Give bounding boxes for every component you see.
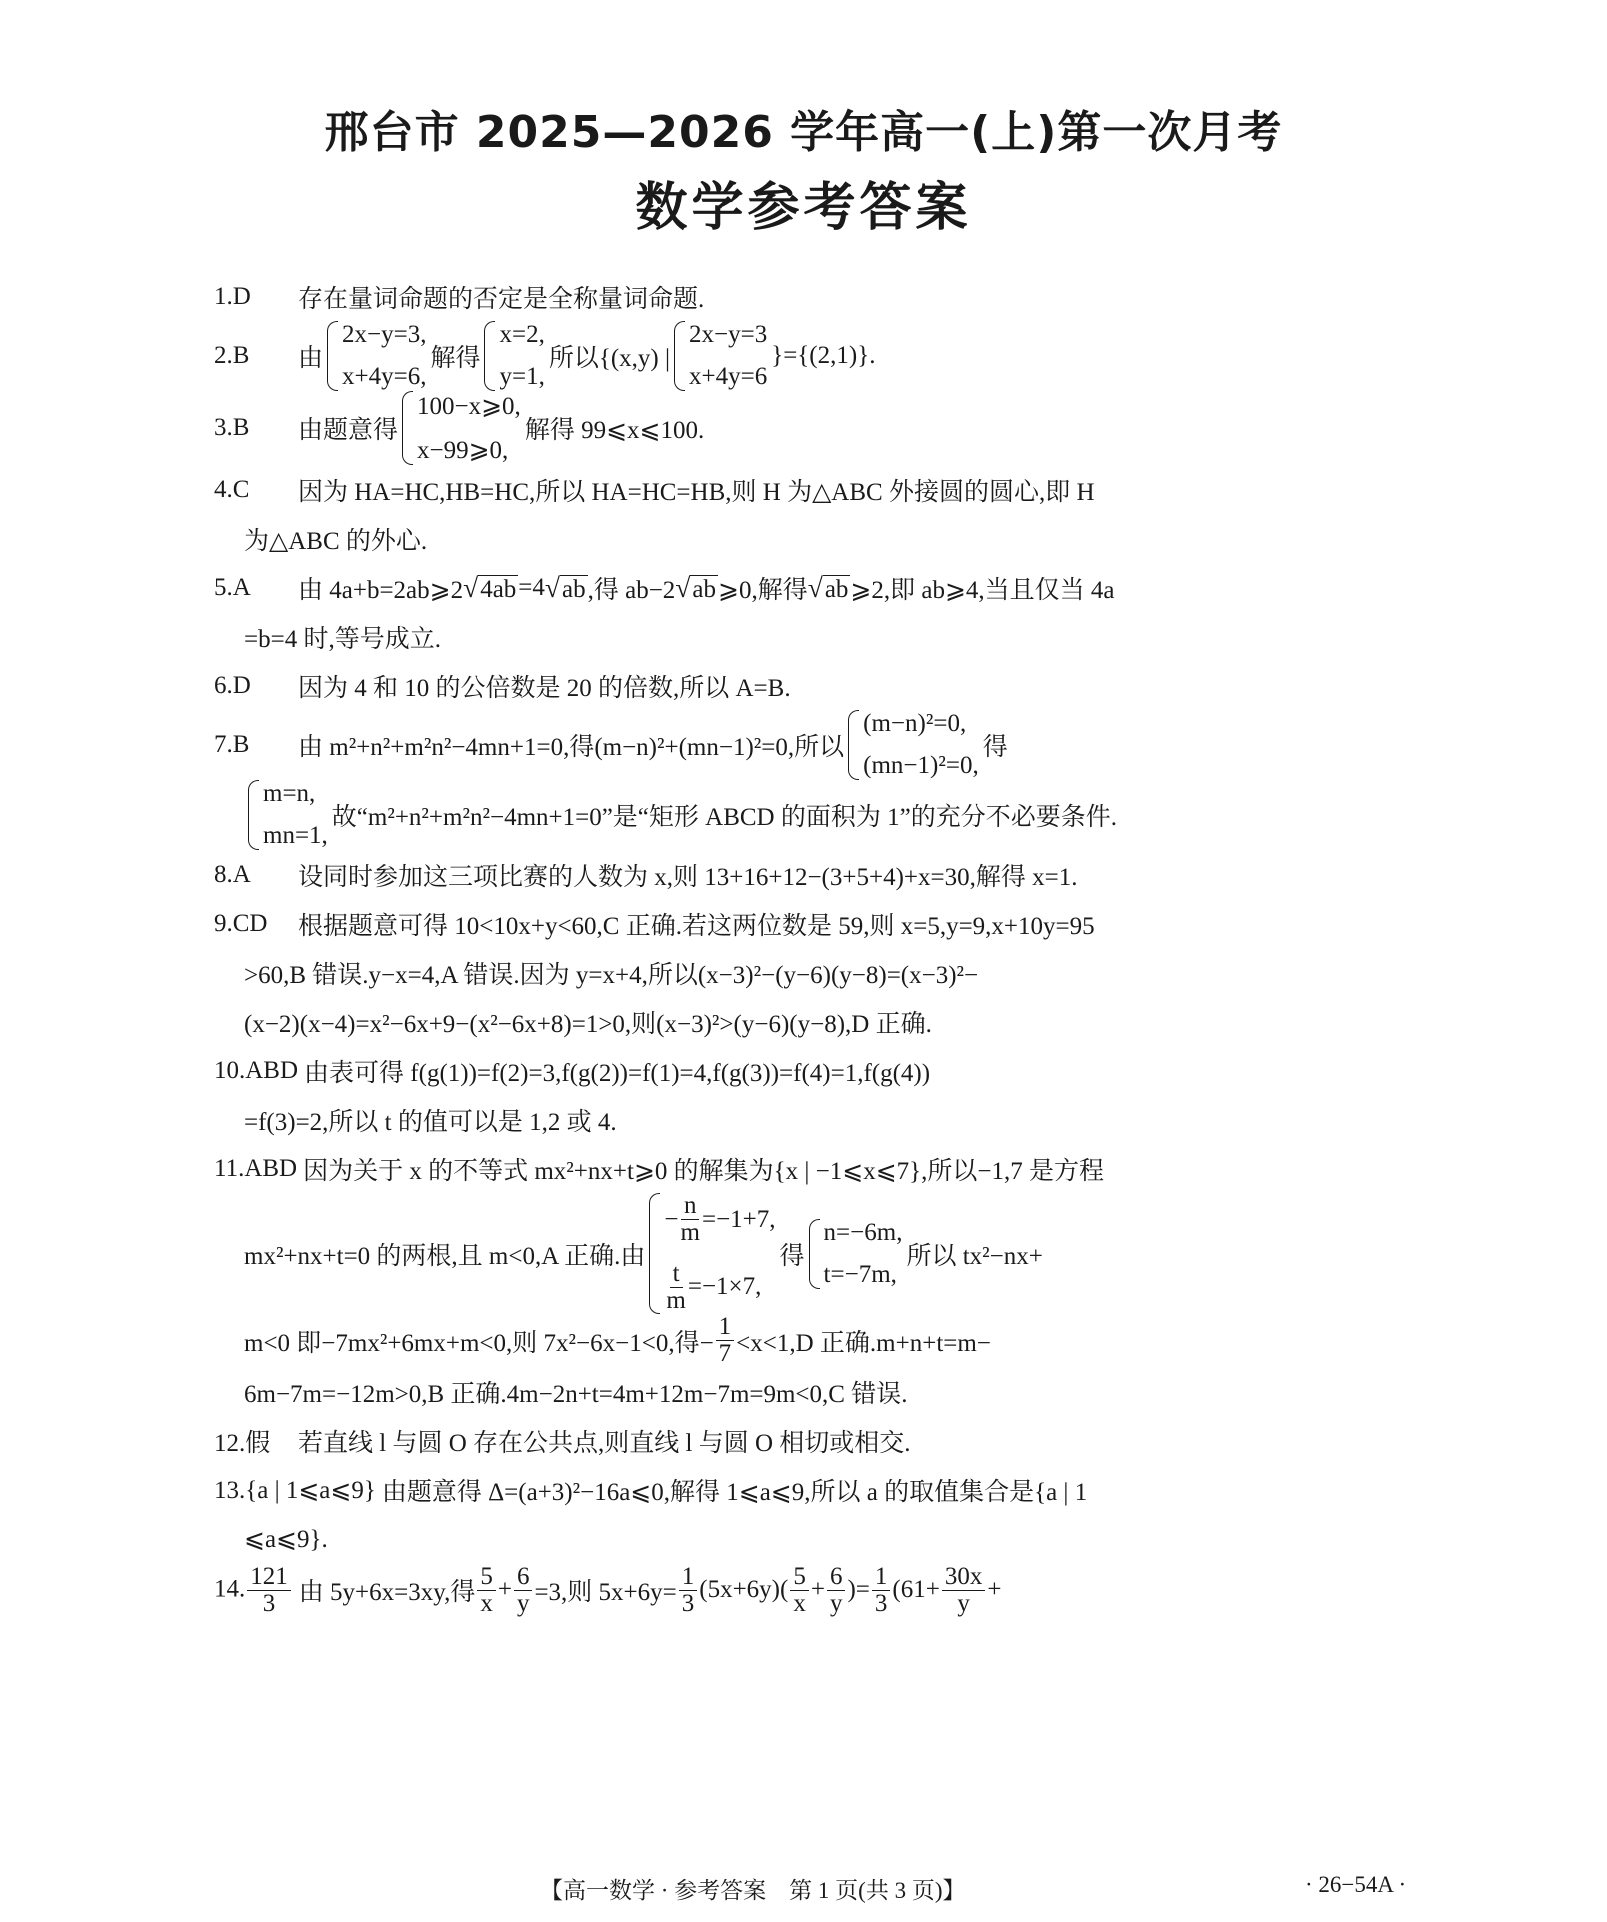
math-text: m=n, — [263, 780, 316, 807]
answer-line — [214, 661, 1409, 710]
math-text: + — [810, 1576, 825, 1604]
fraction-numerator: 6 — [514, 1564, 533, 1591]
radical-sign-icon: √ — [807, 571, 823, 603]
answer-item — [214, 661, 1409, 710]
math-text: 2x−y=3, — [342, 321, 427, 348]
math-text: ⩾2,即 ab⩾4,当且仅当 4a — [850, 576, 1115, 604]
square-root — [808, 572, 851, 604]
answer-number: 7.B — [214, 731, 250, 758]
square-root — [463, 572, 518, 604]
math-text: 100−x⩾0, — [417, 393, 521, 420]
answer-label — [214, 1564, 293, 1618]
answer-item — [214, 272, 1409, 321]
answer-line — [214, 1193, 1409, 1314]
math-text: =b=4 时,等号成立. — [244, 625, 441, 653]
answer-number: 3.B — [214, 414, 250, 441]
math-text: 因为 HA=HC,HB=HC,所以 HA=HC=HB,则 H 为△ABC 外接圆的圆心,即 H — [298, 478, 1095, 506]
answer-item — [214, 391, 1409, 465]
math-text: 由 5y+6x=3xy,得 — [298, 1579, 476, 1607]
math-text: <x<1,D 正确.m+n+t=m− — [736, 1329, 991, 1357]
left-brace-icon — [484, 321, 495, 391]
system-rows — [824, 1219, 903, 1289]
answer-label — [214, 731, 292, 759]
math-text: mn=1, — [263, 822, 328, 849]
left-brace-icon — [649, 1193, 660, 1314]
answer-label — [214, 1423, 292, 1459]
system-row — [263, 780, 328, 808]
answer-line — [214, 997, 1409, 1046]
fraction-numerator: n — [681, 1193, 700, 1220]
radical-sign-icon: √ — [544, 571, 560, 603]
fraction-denominator: 3 — [262, 1589, 276, 1617]
math-text: 因为关于 x 的不等式 mx²+nx+t⩾0 的解集为{x | −1⩽x⩽7},所以−1,7 是方程 — [303, 1157, 1104, 1185]
fraction-denominator: 7 — [718, 1340, 732, 1368]
system-row — [664, 1193, 775, 1247]
fraction-denominator: 3 — [681, 1589, 695, 1617]
system-row — [689, 363, 767, 391]
math-text: x+4y=6, — [342, 363, 427, 390]
answer-label — [214, 1475, 376, 1505]
answer-item — [214, 1466, 1409, 1564]
answer-line — [214, 850, 1409, 899]
math-text: 解得 99⩽x⩽100. — [524, 417, 705, 444]
radicand: ab — [692, 575, 717, 603]
math-text: 由表可得 f(g(1))=f(2)=3,f(g(2))=f(1)=4,f(g(3))=f(4)=1,f(g(4)) — [304, 1059, 931, 1087]
math-text: t=−7m, — [823, 1260, 897, 1288]
math-text: 由 m²+n²+m²n²−4mn+1=0,得(m−n)²+(mn−1)²=0,所以 — [298, 734, 845, 761]
answer-item — [214, 1144, 1409, 1417]
system-row — [863, 710, 979, 738]
math-text: =4 — [518, 573, 545, 601]
answer-number: 2.B — [214, 342, 250, 369]
system-rows — [417, 391, 521, 465]
radical-sign-icon: √ — [463, 571, 479, 603]
system-row — [863, 752, 979, 780]
system-rows — [342, 321, 426, 391]
math-text: 由 — [298, 345, 324, 372]
fraction-numerator: t — [670, 1261, 683, 1288]
answer-line — [214, 1144, 1409, 1193]
fraction — [942, 1564, 986, 1618]
answer-line — [214, 1314, 1409, 1368]
answer-number: 11.ABD — [214, 1154, 298, 1182]
fraction-numerator: 1 — [716, 1314, 735, 1341]
math-text: 所以 tx²−nx+ — [906, 1242, 1043, 1270]
answer-line — [214, 1046, 1409, 1095]
math-text: =−1+7, — [701, 1205, 776, 1233]
system-rows — [499, 321, 544, 391]
fraction — [679, 1564, 698, 1618]
system-rows — [664, 1193, 775, 1314]
answer-line — [214, 1466, 1409, 1515]
math-text: y=1, — [499, 363, 545, 390]
fraction — [827, 1564, 846, 1618]
fraction-numerator: 1 — [872, 1564, 891, 1591]
fraction-numerator: 6 — [827, 1564, 846, 1591]
math-text: − — [664, 1205, 679, 1233]
answer-line — [214, 1417, 1409, 1466]
math-text: + — [497, 1576, 512, 1604]
math-text: )= — [847, 1576, 870, 1604]
fraction-numerator: 30x — [942, 1564, 986, 1591]
answer-number: 10.ABD — [214, 1056, 299, 1084]
math-text: x+4y=6 — [689, 363, 768, 390]
math-text: ⩽a⩽9}. — [244, 1526, 328, 1553]
answer-number: 14. — [214, 1574, 246, 1602]
left-brace-icon — [674, 321, 685, 391]
math-text: ⩾0,解得 — [718, 576, 808, 604]
answer-number: 8.A — [214, 860, 251, 888]
system-row — [824, 1219, 903, 1247]
equation-system — [809, 1219, 903, 1289]
left-brace-icon — [809, 1219, 820, 1289]
equation-system — [848, 710, 979, 780]
system-row — [342, 363, 426, 391]
answer-label — [214, 283, 292, 311]
system-rows — [263, 780, 328, 850]
fraction — [872, 1564, 891, 1618]
answer-list — [214, 272, 1409, 1617]
equation-system — [402, 391, 521, 465]
math-text: 因为 4 和 10 的公倍数是 20 的倍数,所以 A=B. — [298, 674, 791, 702]
fraction-denominator: y — [516, 1589, 530, 1617]
square-root — [545, 572, 588, 604]
answer-label — [214, 861, 292, 889]
answer-item — [214, 899, 1409, 1046]
document-subtitle: 数学参考答案 — [635, 178, 972, 238]
math-text: =−1×7, — [687, 1273, 762, 1301]
answer-label — [214, 910, 292, 938]
fraction-denominator: m — [680, 1219, 700, 1247]
fraction-numerator: 5 — [790, 1564, 809, 1591]
answer-number: 5.A — [214, 573, 251, 601]
fraction — [666, 1261, 685, 1315]
system-row — [342, 321, 426, 349]
left-brace-icon — [248, 780, 259, 850]
fraction-numerator: 121 — [247, 1564, 291, 1591]
answer-line — [214, 272, 1409, 321]
equation-system — [248, 780, 328, 850]
math-text: 设同时参加这三项比赛的人数为 x,则 13+16+12−(3+5+4)+x=30,解得 x=1. — [298, 863, 1078, 891]
fraction-numerator: 1 — [679, 1564, 698, 1591]
fraction — [681, 1193, 700, 1247]
system-rows — [689, 321, 767, 391]
answer-number: 1.D — [214, 282, 251, 310]
answer-line — [214, 948, 1409, 997]
math-text: 由 4a+b=2ab⩾2 — [298, 576, 464, 604]
answer-label — [214, 476, 292, 504]
math-text: 为△ABC 的外心. — [244, 527, 428, 555]
answer-number: 13.{a | 1⩽a⩽9} — [214, 1477, 376, 1504]
footer-code: · 26−54A · — [1305, 1872, 1407, 1897]
math-text: 2x−y=3 — [689, 321, 768, 348]
radicand: ab — [824, 575, 849, 603]
math-text: 得 — [982, 734, 1008, 761]
answer-number: 6.D — [214, 671, 251, 699]
answer-item — [214, 465, 1409, 563]
answer-label — [214, 342, 292, 370]
system-row — [499, 363, 544, 391]
fraction — [247, 1564, 291, 1618]
math-text: (mn−1)²=0, — [863, 752, 979, 779]
math-text: n=−6m, — [823, 1218, 903, 1246]
math-text: x=2, — [499, 321, 545, 348]
math-text: ,得 ab−2 — [587, 576, 676, 604]
left-brace-icon — [848, 710, 859, 780]
fraction-numerator: 5 — [477, 1564, 496, 1591]
math-text: (m−n)²=0, — [863, 710, 967, 737]
equation-system — [674, 321, 767, 391]
math-text: 根据题意可得 10<10x+y<60,C 正确.若这两位数是 59,则 x=5,y=9,x+10y=95 — [298, 912, 1095, 940]
answer-line — [214, 612, 1409, 661]
fraction-denominator: y — [957, 1589, 970, 1617]
math-text: >60,B 错误.y−x=4,A 错误.因为 y=x+4,所以(x−3)²−(y−6)(y−8)=(x−3)²− — [244, 961, 979, 989]
math-text: =3,则 5x+6y= — [534, 1579, 677, 1607]
answer-label — [214, 1155, 297, 1183]
answer-item — [214, 850, 1409, 899]
fraction-denominator: x — [793, 1589, 806, 1617]
math-text: 得 — [779, 1242, 805, 1270]
math-text: (x−2)(x−4)=x²−6x+9−(x²−6x+8)=1>0,则(x−3)²>(y−6)(y−8),D 正确. — [244, 1010, 932, 1038]
fraction-denominator: m — [666, 1286, 686, 1314]
math-text: 故“m²+n²+m²n²−4mn+1=0”是“矩形 ABCD 的面积为 1”的充分不必要条件. — [331, 804, 1117, 831]
system-row — [417, 391, 521, 421]
math-text: (61+ — [892, 1576, 940, 1604]
answer-label — [214, 574, 292, 602]
system-row — [499, 321, 544, 349]
left-brace-icon — [327, 321, 338, 391]
equation-system — [649, 1193, 775, 1314]
answer-label — [214, 1057, 298, 1085]
answer-label — [214, 414, 292, 442]
left-brace-icon — [402, 391, 413, 465]
answer-line — [214, 514, 1409, 563]
math-text: =f(3)=2,所以 t 的值可以是 1,2 或 4. — [244, 1108, 617, 1136]
answer-line — [214, 899, 1409, 948]
fraction-denominator: y — [829, 1589, 843, 1617]
answer-line — [214, 321, 1409, 391]
math-text: x−99⩾0, — [417, 437, 509, 464]
answer-line — [214, 1515, 1409, 1564]
math-text: + — [987, 1576, 1002, 1604]
answer-number: 9.CD — [214, 909, 268, 937]
math-text: 存在量词命题的否定是全称量词命题. — [298, 285, 705, 313]
answer-line — [214, 563, 1409, 612]
fraction-denominator: 3 — [874, 1589, 888, 1617]
answer-number: 12.假 — [214, 1430, 271, 1457]
math-text: mx²+nx+t=0 的两根,且 m<0,A 正确.由 — [244, 1242, 646, 1270]
answer-number: 4.C — [214, 475, 250, 503]
math-text: 由题意得 — [298, 417, 399, 444]
fraction — [477, 1564, 496, 1618]
system-row — [824, 1261, 903, 1289]
answer-line — [214, 780, 1409, 850]
system-row — [263, 822, 328, 850]
answer-line — [214, 1564, 1409, 1618]
answer-item — [214, 321, 1409, 391]
system-row — [664, 1261, 775, 1315]
radicand: 4ab — [480, 575, 517, 603]
math-text: 解得 — [430, 345, 481, 372]
math-text: 6m−7m=−12m>0,B 正确.4m−2n+t=4m+12m−7m=9m<0,C 错误. — [244, 1381, 908, 1408]
system-row — [417, 435, 521, 465]
math-text: }={(2,1)}. — [771, 342, 876, 369]
math-text: 由题意得 Δ=(a+3)²−16a⩽0,解得 1⩽a⩽9,所以 a 的取值集合是{a | 1 — [381, 1479, 1088, 1506]
document-title: 邢台市 2025—2026 学年高一(上)第一次月考 — [324, 107, 1283, 158]
equation-system — [484, 321, 544, 391]
answer-line — [214, 1368, 1409, 1417]
radicand: ab — [562, 575, 586, 603]
answer-item — [214, 1564, 1409, 1618]
answer-label — [214, 672, 292, 700]
fraction — [790, 1564, 809, 1618]
answer-item — [214, 710, 1409, 850]
system-row — [689, 321, 767, 349]
answer-line — [214, 465, 1409, 514]
answer-line — [214, 391, 1409, 465]
equation-system — [327, 321, 426, 391]
system-rows — [863, 710, 979, 780]
math-text: m<0 即−7mx²+6mx+m<0,则 7x²−6x−1<0,得− — [244, 1329, 714, 1357]
square-root — [675, 572, 718, 604]
footer-page-info: 【高一数学 · 参考答案 第 1 页(共 3 页)】 — [540, 1878, 966, 1903]
math-text: 若直线 l 与圆 O 存在公共点,则直线 l 与圆 O 相切或相交. — [298, 1430, 911, 1457]
answer-item — [214, 1046, 1409, 1144]
answer-line — [214, 1095, 1409, 1144]
radical-sign-icon: √ — [675, 571, 691, 603]
fraction — [514, 1564, 533, 1618]
fraction — [716, 1314, 735, 1368]
fraction-denominator: x — [480, 1589, 493, 1617]
math-text: 所以{(x,y) | — [548, 345, 670, 372]
math-text: (5x+6y)( — [699, 1576, 789, 1604]
answer-item — [214, 1417, 1409, 1466]
answer-line — [214, 710, 1409, 780]
answer-item — [214, 563, 1409, 661]
